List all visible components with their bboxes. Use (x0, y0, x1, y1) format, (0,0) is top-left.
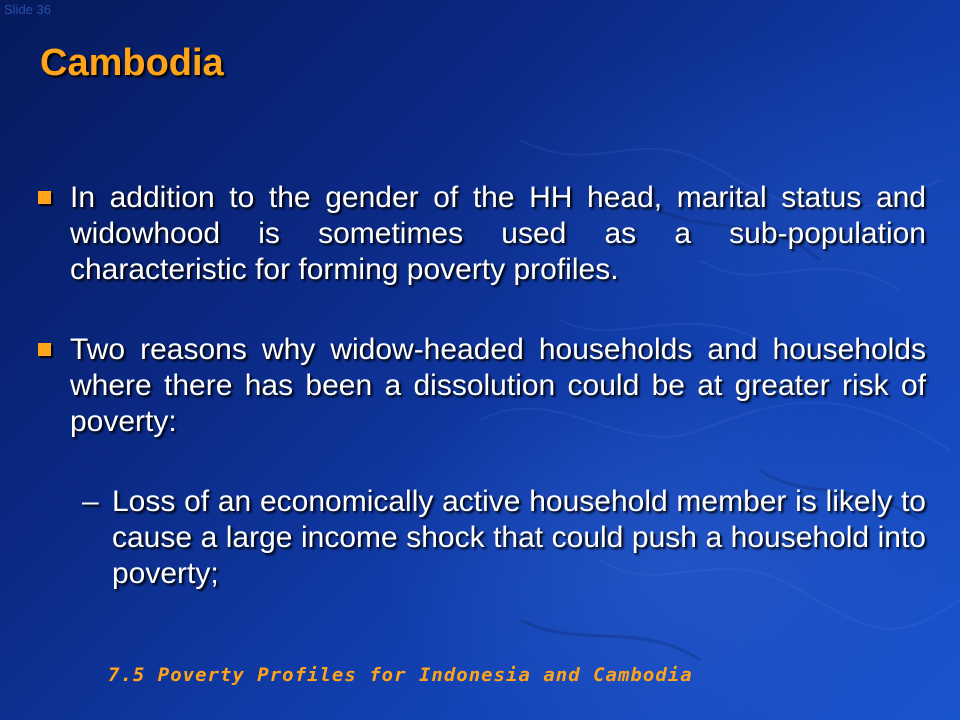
sub-bullet-item (36, 484, 926, 592)
slide-content (36, 180, 926, 592)
bullet-item (36, 332, 926, 440)
bullet-text: In addition to the gender of the HH head, marital status and widowhood is sometimes used as a sub-population characteristic for forming poverty profiles. (70, 181, 926, 286)
bullet-item (36, 180, 926, 288)
square-bullet-icon (38, 343, 51, 356)
slide-title: Cambodia (40, 42, 224, 84)
footer-text: 7.5 Poverty Profiles for Indonesia and Cambodia (108, 664, 693, 686)
slide-number: Slide 36 (4, 2, 51, 17)
dash-bullet-icon: – (82, 485, 99, 518)
bullet-text: Two reasons why widow-headed households and households where there has been a dissolution could be at greater risk of poverty: (70, 333, 926, 438)
square-bullet-icon (38, 191, 51, 204)
sub-bullet-text: Loss of an economically active household member is likely to cause a large income shock that could push a household into poverty; (112, 485, 926, 590)
